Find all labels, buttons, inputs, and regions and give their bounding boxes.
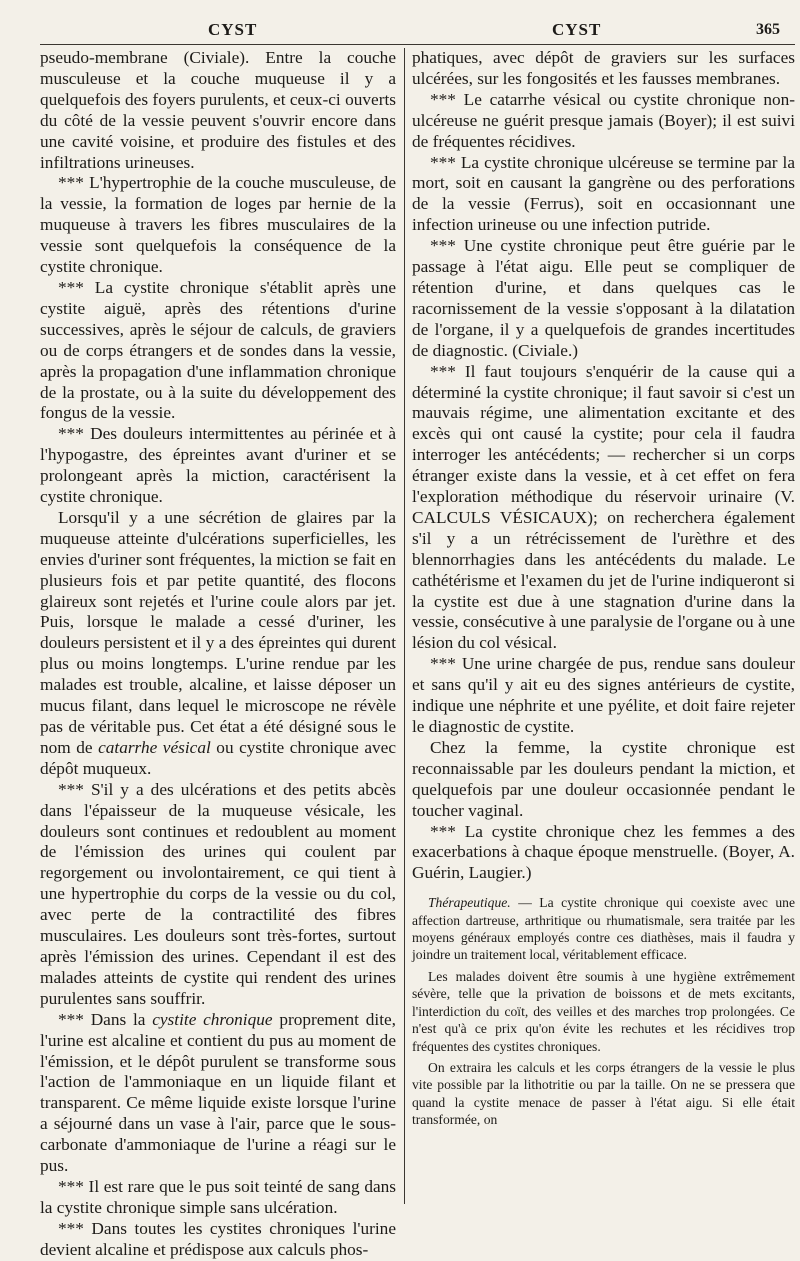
- text-run: ou cystite chronique avec dépôt muqueux.: [40, 737, 396, 778]
- left-column: [40, 48, 396, 1261]
- paragraph: phatiques, avec dépôt de graviers sur les surfaces ulcérées, sur les fongosités et les fausses membranes.: [412, 48, 795, 88]
- paragraph: *** La cystite chronique s'établit après une cystite aiguë, après des rétentions d'urine successives, après le séjour de calculs, de graviers ou de corps étrangers et de sondes dans la vessie, après la propagation d'une inflammation chronique de la prostate, ou à la suite du développement des fongus de la vessie.: [40, 277, 396, 423]
- paragraph: *** Une urine chargée de pus, rendue sans douleur et sans qu'il y ait eu des signes antérieurs de cystite, indique une néphrite et une pyélite, et doit faire rejeter le diagnostic de cystite.: [412, 654, 795, 736]
- paragraph: [40, 508, 396, 780]
- paragraph: *** Il faut toujours s'enquérir de la cause qui a déterminé la cystite chronique; il faut savoir si c'est un mauvais régime, une alimentation excitante et des excès qui ont causé la cystite; pour cela il faudra interroger les antécédents; — rechercher si un corps étranger existe dans la vessie, et à cet effet on fera l'exploration méthodique du réservoir urinaire (V. CALCULS VÉSICAUX); on recherchera également s'il y a un rétrécissement de l'urèthre et des blennorrhagies dans les antécédents du malade. Le cathétérisme et l'examen du jet de l'urine indiqueront si la cystite est due à une stagnation d'urine dans la vessie, consécutive à une paralysie de l'organe ou à une lésion du col vésical.: [412, 361, 795, 653]
- paragraph-small: [412, 894, 795, 964]
- paragraph: [40, 1010, 396, 1177]
- text-run: *** Dans la: [58, 1009, 146, 1029]
- paragraph: *** Dans toutes les cystites chroniques l'urine devient alcaline et prédispose aux calculs phos-: [40, 1218, 396, 1259]
- paragraph: pseudo-membrane (Civiale). Entre la couche musculeuse et la couche muqueuse il y a quelquefois des foyers purulents, et ceux-ci ouverts du côté de la vessie peuvent s'ouvrir encore dans une cavité voisine, et produire des fistules et des infiltrations urineuses.: [40, 48, 396, 172]
- paragraph: *** Des douleurs intermittentes au périnée et à l'hypogastre, des épreintes avant d'uriner et se prolongeant après la miction, caractérisent la cystite chronique.: [40, 424, 396, 507]
- paragraph-small: On extraira les calculs et les corps étrangers de la vessie le plus vite possible par la lithotritie ou par la taille. On ne se pressera que quand la cystite menace de passer à l'état aigu. Si elle était transformée, on: [412, 1059, 795, 1128]
- paragraph: *** Il est rare que le pus soit teinté de sang dans la cystite chronique simple sans ulcération.: [40, 1176, 396, 1217]
- text-run: — La cystite chronique qui coexiste avec une affection dartreuse, arthritique ou rhumatismale, sera traitée par les moyens généraux employés contre ces diathèses, mais il faudra y joindre un traitement local, véritablement efficace.: [412, 895, 795, 963]
- paragraph: *** L'hypertrophie de la couche musculeuse, de la vessie, la formation de loges par hernie de la muqueuse à travers les fibres musculaires de la vessie sont quelquefois la conséquence de la cystite chronique.: [40, 173, 396, 277]
- right-running-head: CYST: [552, 20, 602, 39]
- section-heading: Thérapeutique.: [428, 895, 511, 911]
- header-rule: [40, 44, 795, 45]
- italic-term: catarrhe vésical: [98, 737, 211, 757]
- paragraph: *** Le catarrhe vésical ou cystite chronique non-ulcéreuse ne guérit presque jamais (Boyer); il est suivi de fréquentes récidives.: [412, 89, 795, 151]
- paragraph: Chez la femme, la cystite chronique est reconnaissable par les douleurs pendant la miction, et quelquefois par une douleur occasionnée pendant le toucher vaginal.: [412, 737, 795, 820]
- paragraph: *** Une cystite chronique peut être guérie par le passage à l'état aigu. Elle peut se compliquer de rétention d'urine, et dans quelques cas le racornissement de la vessie s'opposant à la dilatation de l'organe, il y a quelquefois de grandes incertitudes de diagnostic. (Civiale.): [412, 236, 795, 360]
- text-run: proprement dite, l'urine est alcaline et contient du pus au moment de l'émission, et le dépôt purulent se transforme sous l'action de l'ammoniaque en un liquide filant et transparent. Ce même liquide existe lorsque l'urine a séjourné dans un vase à l'air, parce que le sous-carbonate d'ammoniaque de l'urine a réagi sur le pus.: [40, 1009, 396, 1176]
- text-run: Lorsqu'il y a une sécrétion de glaires par la muqueuse atteinte d'ulcérations superficielles, les envies d'uriner sont fréquentes, la miction se fait en plusieurs fois et par petite quantité, des flocons glaireux sont rejetés et l'urine coule alors par jet. Puis, lorsque le malade a cessé d'uriner, les douleurs persistent et il y a des épreintes qui durent plus ou moins longtemps. L'urine rendue par les malades est trouble, alcaline, et laisse déposer un mucus filant, dans lequel le microscope ne révèle pas de véritable pus. Cet état a été désigné sous le nom de: [40, 507, 396, 757]
- paragraph: *** La cystite chronique ulcéreuse se termine par la mort, soit en causant la gangrène ou des perforations de la vessie (Ferrus), soit en occasionnant une infection urineuse ou une infection putride.: [412, 152, 795, 235]
- paragraph: *** S'il y a des ulcérations et des petits abcès dans l'épaisseur de la muqueuse vésicale, les douleurs sont continues et redoublent au moment de l'émission des urines qui coulent par regorgement ou involontairement, ce qui tient à une hypertrophie du corps de la vessie ou du col, avec perte de la contractilité des fibres musculaires. Les douleurs sont très-fortes, surtout après l'émission des urines. Cependant il est des malades atteints de cystite qui rendent des urines purulentes sans souffrir.: [40, 779, 396, 1008]
- paragraph: *** La cystite chronique chez les femmes a des exacerbations à chaque époque menstruelle. (Boyer, A. Guérin, Laugier.): [412, 821, 795, 883]
- italic-term: cystite chronique: [152, 1009, 273, 1029]
- right-column: [412, 48, 795, 1129]
- page-number: 365: [756, 21, 780, 38]
- paragraph-small: Les malades doivent être soumis à une hygiène extrêmement sévère, telle que la privation de boissons et de mets excitants, l'interdiction du coït, des veilles et des marches trop prolongées. Ce n'est qu'à ce prix qu'on évite les rechutes et les récidives trop fréquentes des cystites chroniques.: [412, 968, 795, 1054]
- left-running-head: CYST: [208, 20, 258, 39]
- column-divider: [404, 48, 405, 1204]
